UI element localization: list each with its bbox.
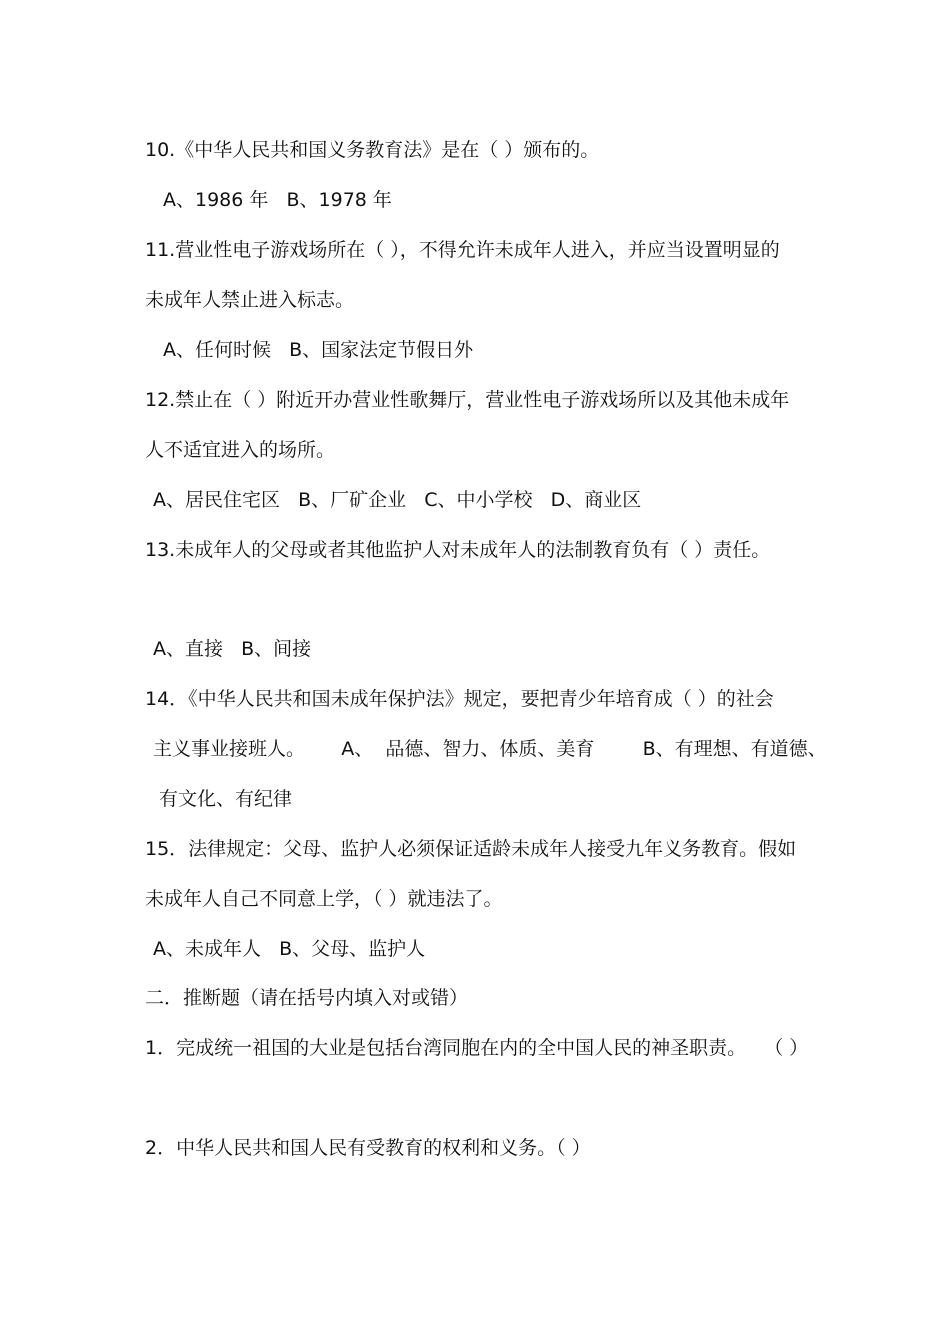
question-11-text-cont: 未成年人禁止进入标志。 <box>145 289 355 311</box>
question-12-options: A、居民住宅区 B、厂矿企业 C、中小学校 D、商业区 <box>153 489 642 511</box>
question-13-options: A、直接 B、间接 <box>153 638 312 660</box>
question-14-options-cont: 有文化、有纪律 <box>159 788 293 810</box>
question-14-text: 14．《中华人民共和国未成年保护法》规定，要把青少年培育成（ ）的社会 <box>145 688 774 710</box>
judgement-item-2: 2．中华人民共和国人民有受教育的权利和义务。（ ） <box>145 1137 591 1159</box>
question-12-text-cont: 人不适宜进入的场所。 <box>145 439 336 461</box>
question-11-text: 11.营业性电子游戏场所在（ ），不得允许未成年人进入，并应当设置明显的 <box>145 239 780 261</box>
section-heading-judgement: 二．推断题（请在括号内填入对或错） <box>145 987 469 1009</box>
question-10-text: 10.《中华人民共和国义务教育法》是在（ ）颁布的。 <box>145 139 600 161</box>
question-15-options: A、未成年人 B、父母、监护人 <box>153 938 426 960</box>
question-12-text: 12.禁止在（ ）附近开办营业性歌舞厅，营业性电子游戏场所以及其他未成年 <box>145 389 790 411</box>
question-14-text-options: 主义事业接班人。 A、 品德、智力、体质、美育 B、有理想、有道德、 <box>153 738 827 760</box>
question-15-text-cont: 未成年人自己不同意上学，（ ）就违法了。 <box>145 888 503 910</box>
question-10-options: A、1986 年 B、1978 年 <box>163 189 392 211</box>
question-11-options: A、任何时候 B、国家法定节假日外 <box>163 339 474 361</box>
judgement-item-1: 1．完成统一祖国的大业是包括台湾同胞在内的全中国人民的神圣职责。 （ ） <box>145 1037 809 1059</box>
question-13-text: 13.未成年人的父母或者其他监护人对未成年人的法制教育负有（ ）责任。 <box>145 539 771 561</box>
question-15-text: 15．法律规定：父母、监护人必须保证适龄未成年人接受九年义务教育。假如 <box>145 838 797 860</box>
